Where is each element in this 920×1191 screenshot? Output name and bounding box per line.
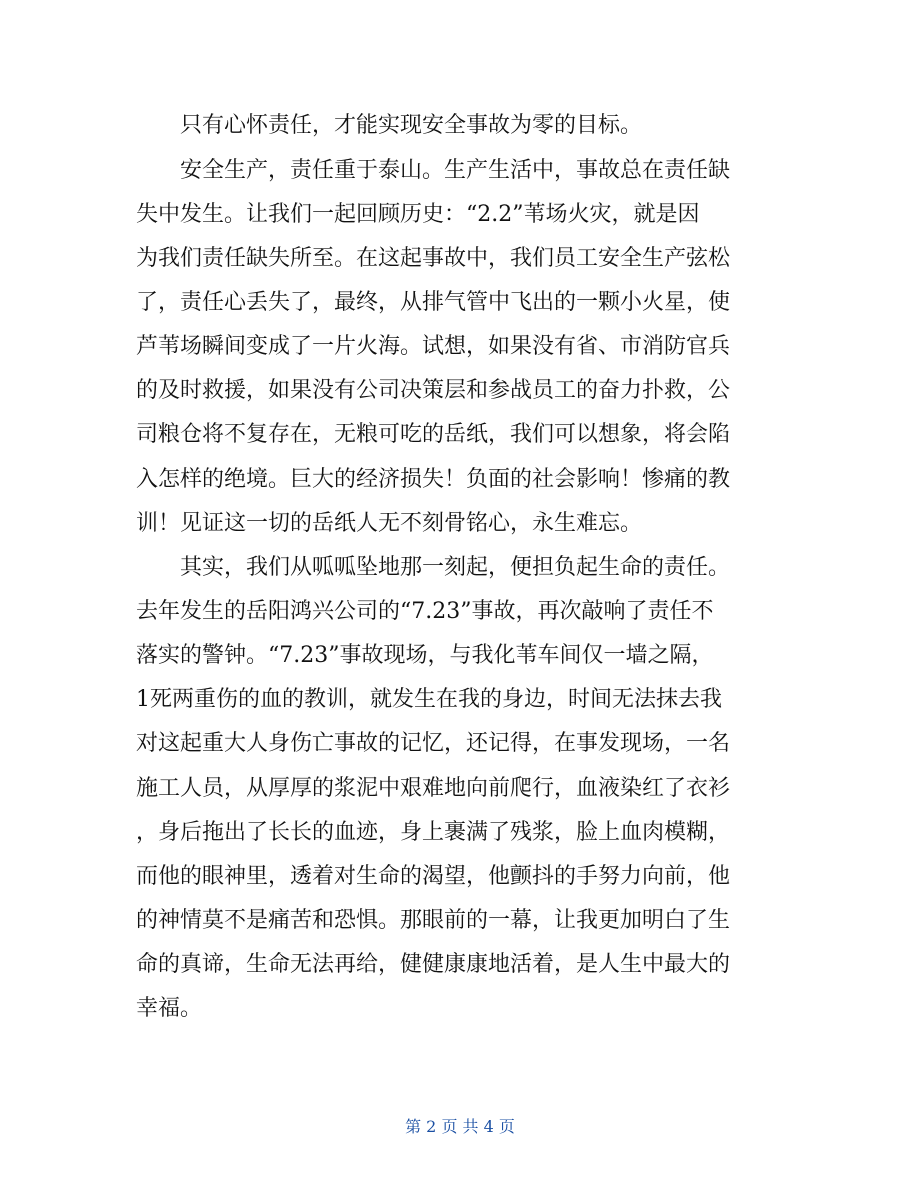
- paragraph-line: 落实的警钟。“7.23”事故现场，与我化苇车间仅一墙之隔，: [136, 643, 714, 668]
- paragraph-line: 为我们责任缺失所至。在这起事故中，我们员工安全生产弦松: [136, 246, 731, 271]
- paragraph-line: 安全生产，责任重于泰山。生产生活中，事故总在责任缺: [180, 158, 731, 183]
- paragraph-line: 的及时救援，如果没有公司决策层和参战员工的奋力扑救，公: [136, 378, 731, 403]
- paragraph-line: 训！见证这一切的岳纸人无不刻骨铭心，永生难忘。: [136, 511, 643, 536]
- paragraph-line: 失中发生。让我们一起回顾历史：“2.2”苇场火灾，就是因: [136, 202, 700, 227]
- paragraph-line: 其实，我们从呱呱坠地那一刻起，便担负起生命的责任。: [180, 555, 731, 580]
- paragraph-line: 司粮仓将不复存在，无粮可吃的岳纸，我们可以想象，将会陷: [136, 422, 731, 447]
- paragraph-line: 的神情莫不是痛苦和恐惧。那眼前的一幕，让我更加明白了生: [136, 908, 731, 933]
- paragraph-line: 施工人员，从厚厚的浆泥中艰难地向前爬行，血液染红了衣衫: [136, 776, 731, 801]
- page-number-footer: 第 2 页 共 4 页: [405, 1117, 515, 1136]
- paragraph-line: 了，责任心丢失了，最终，从排气管中飞出的一颗小火星，使: [136, 290, 731, 315]
- paragraph-line: ，身后拖出了长长的血迹，身上裹满了残浆，脸上血肉模糊，: [136, 820, 731, 845]
- paragraph-line: 去年发生的岳阳鸿兴公司的“7.23”事故，再次敲响了责任不: [136, 599, 714, 624]
- paragraph-line: 1死两重伤的血的教训，就发生在我的身边，时间无法抹去我: [136, 687, 722, 712]
- paragraph-line: 而他的眼神里，透着对生命的渴望，他颤抖的手努力向前，他: [136, 864, 731, 889]
- paragraph-line: 芦苇场瞬间变成了一片火海。试想，如果没有省、市消防官兵: [136, 334, 731, 359]
- paragraph-line: 对这起重大人身伤亡事故的记忆，还记得，在事发现场，一名: [136, 731, 731, 756]
- paragraph-line: 只有心怀责任，才能实现安全事故为零的目标。: [180, 113, 643, 138]
- paragraph-line: 命的真谛，生命无法再给，健健康康地活着，是人生中最大的: [136, 952, 731, 977]
- paragraph-line: 入怎样的绝境。巨大的经济损失！负面的社会影响！惨痛的教: [136, 467, 731, 492]
- paragraph-line: 幸福。: [136, 996, 203, 1021]
